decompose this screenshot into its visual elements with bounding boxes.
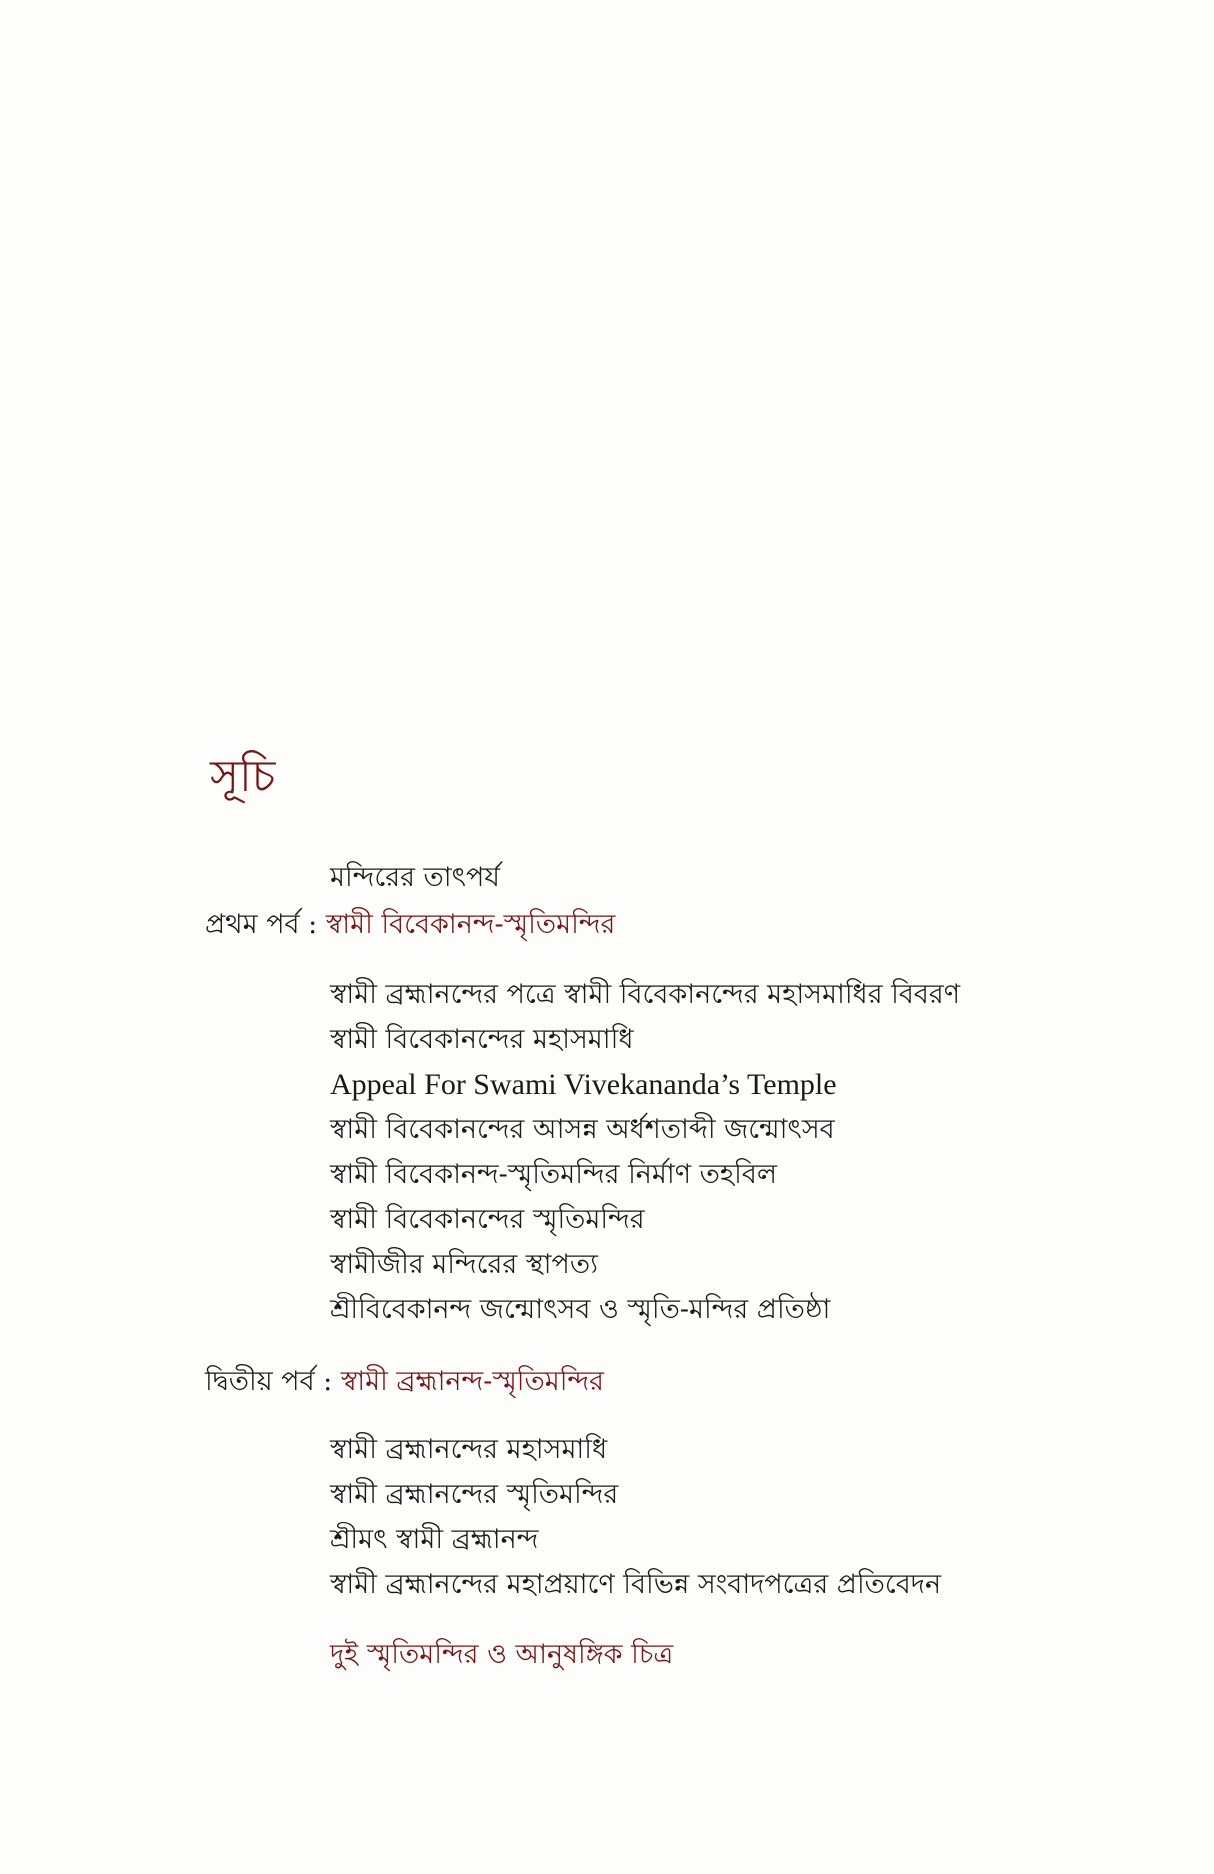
toc-entry-title: স্বামী বিবেকানন্দের স্মৃতিমন্দির — [330, 1204, 645, 1235]
page-title: সূচি — [210, 751, 276, 802]
section-title: স্বামী ব্রহ্মানন্দ-স্মৃতিমন্দির — [340, 1366, 605, 1397]
toc-entry-title: স্বামী বিবেকানন্দ-স্মৃতিমন্দির নির্মাণ তহবিল — [330, 1159, 777, 1190]
toc-entry-title: শ্রীবিবেকানন্দ জন্মোৎসব ও স্মৃতি-মন্দির প্রতিষ্ঠা — [330, 1294, 831, 1325]
toc-entry-title: স্বামী ব্রহ্মানন্দের মহাসমাধি — [330, 1434, 608, 1465]
section-label: দ্বিতীয় পর্ব : — [205, 1366, 333, 1397]
toc-entry-title: স্বামী ব্রহ্মানন্দের পত্রে স্বামী বিবেকানন্দের মহাসমাধির বিবরণ — [330, 979, 961, 1010]
toc-entry-title: Appeal For Swami Vivekananda’s Temple — [330, 1068, 837, 1101]
section-label: প্রথম পর্ব : — [205, 909, 318, 940]
toc-entry-title: স্বামী ব্রহ্মানন্দের স্মৃতিমন্দির — [330, 1479, 619, 1510]
toc-entry-title: মন্দিরের তাৎপর্য — [330, 862, 500, 893]
toc-entry-title: স্বামী বিবেকানন্দের আসন্ন অর্ধশতাব্দী জন্মোৎসব — [330, 1114, 835, 1145]
section-title: স্বামী বিবেকানন্দ-স্মৃতিমন্দির — [325, 909, 616, 940]
toc-entry-title: স্বামী ব্রহ্মানন্দের মহাপ্রয়াণে বিভিন্ন সংবাদপত্রের প্রতিবেদন — [330, 1569, 942, 1600]
toc-entry-title: দুই স্মৃতিমন্দির ও আনুষঙ্গিক চিত্র — [330, 1639, 674, 1670]
toc-entry-title: শ্রীমৎ স্বামী ব্রহ্মানন্দ — [330, 1524, 539, 1555]
toc-entry-title: স্বামীজীর মন্দিরের স্থাপত্য — [330, 1249, 598, 1280]
section-heading-part-1 — [205, 905, 615, 945]
toc-entry-title: স্বামী বিবেকানন্দের মহাসমাধি — [330, 1024, 634, 1055]
section-heading-part-2 — [205, 1362, 604, 1402]
